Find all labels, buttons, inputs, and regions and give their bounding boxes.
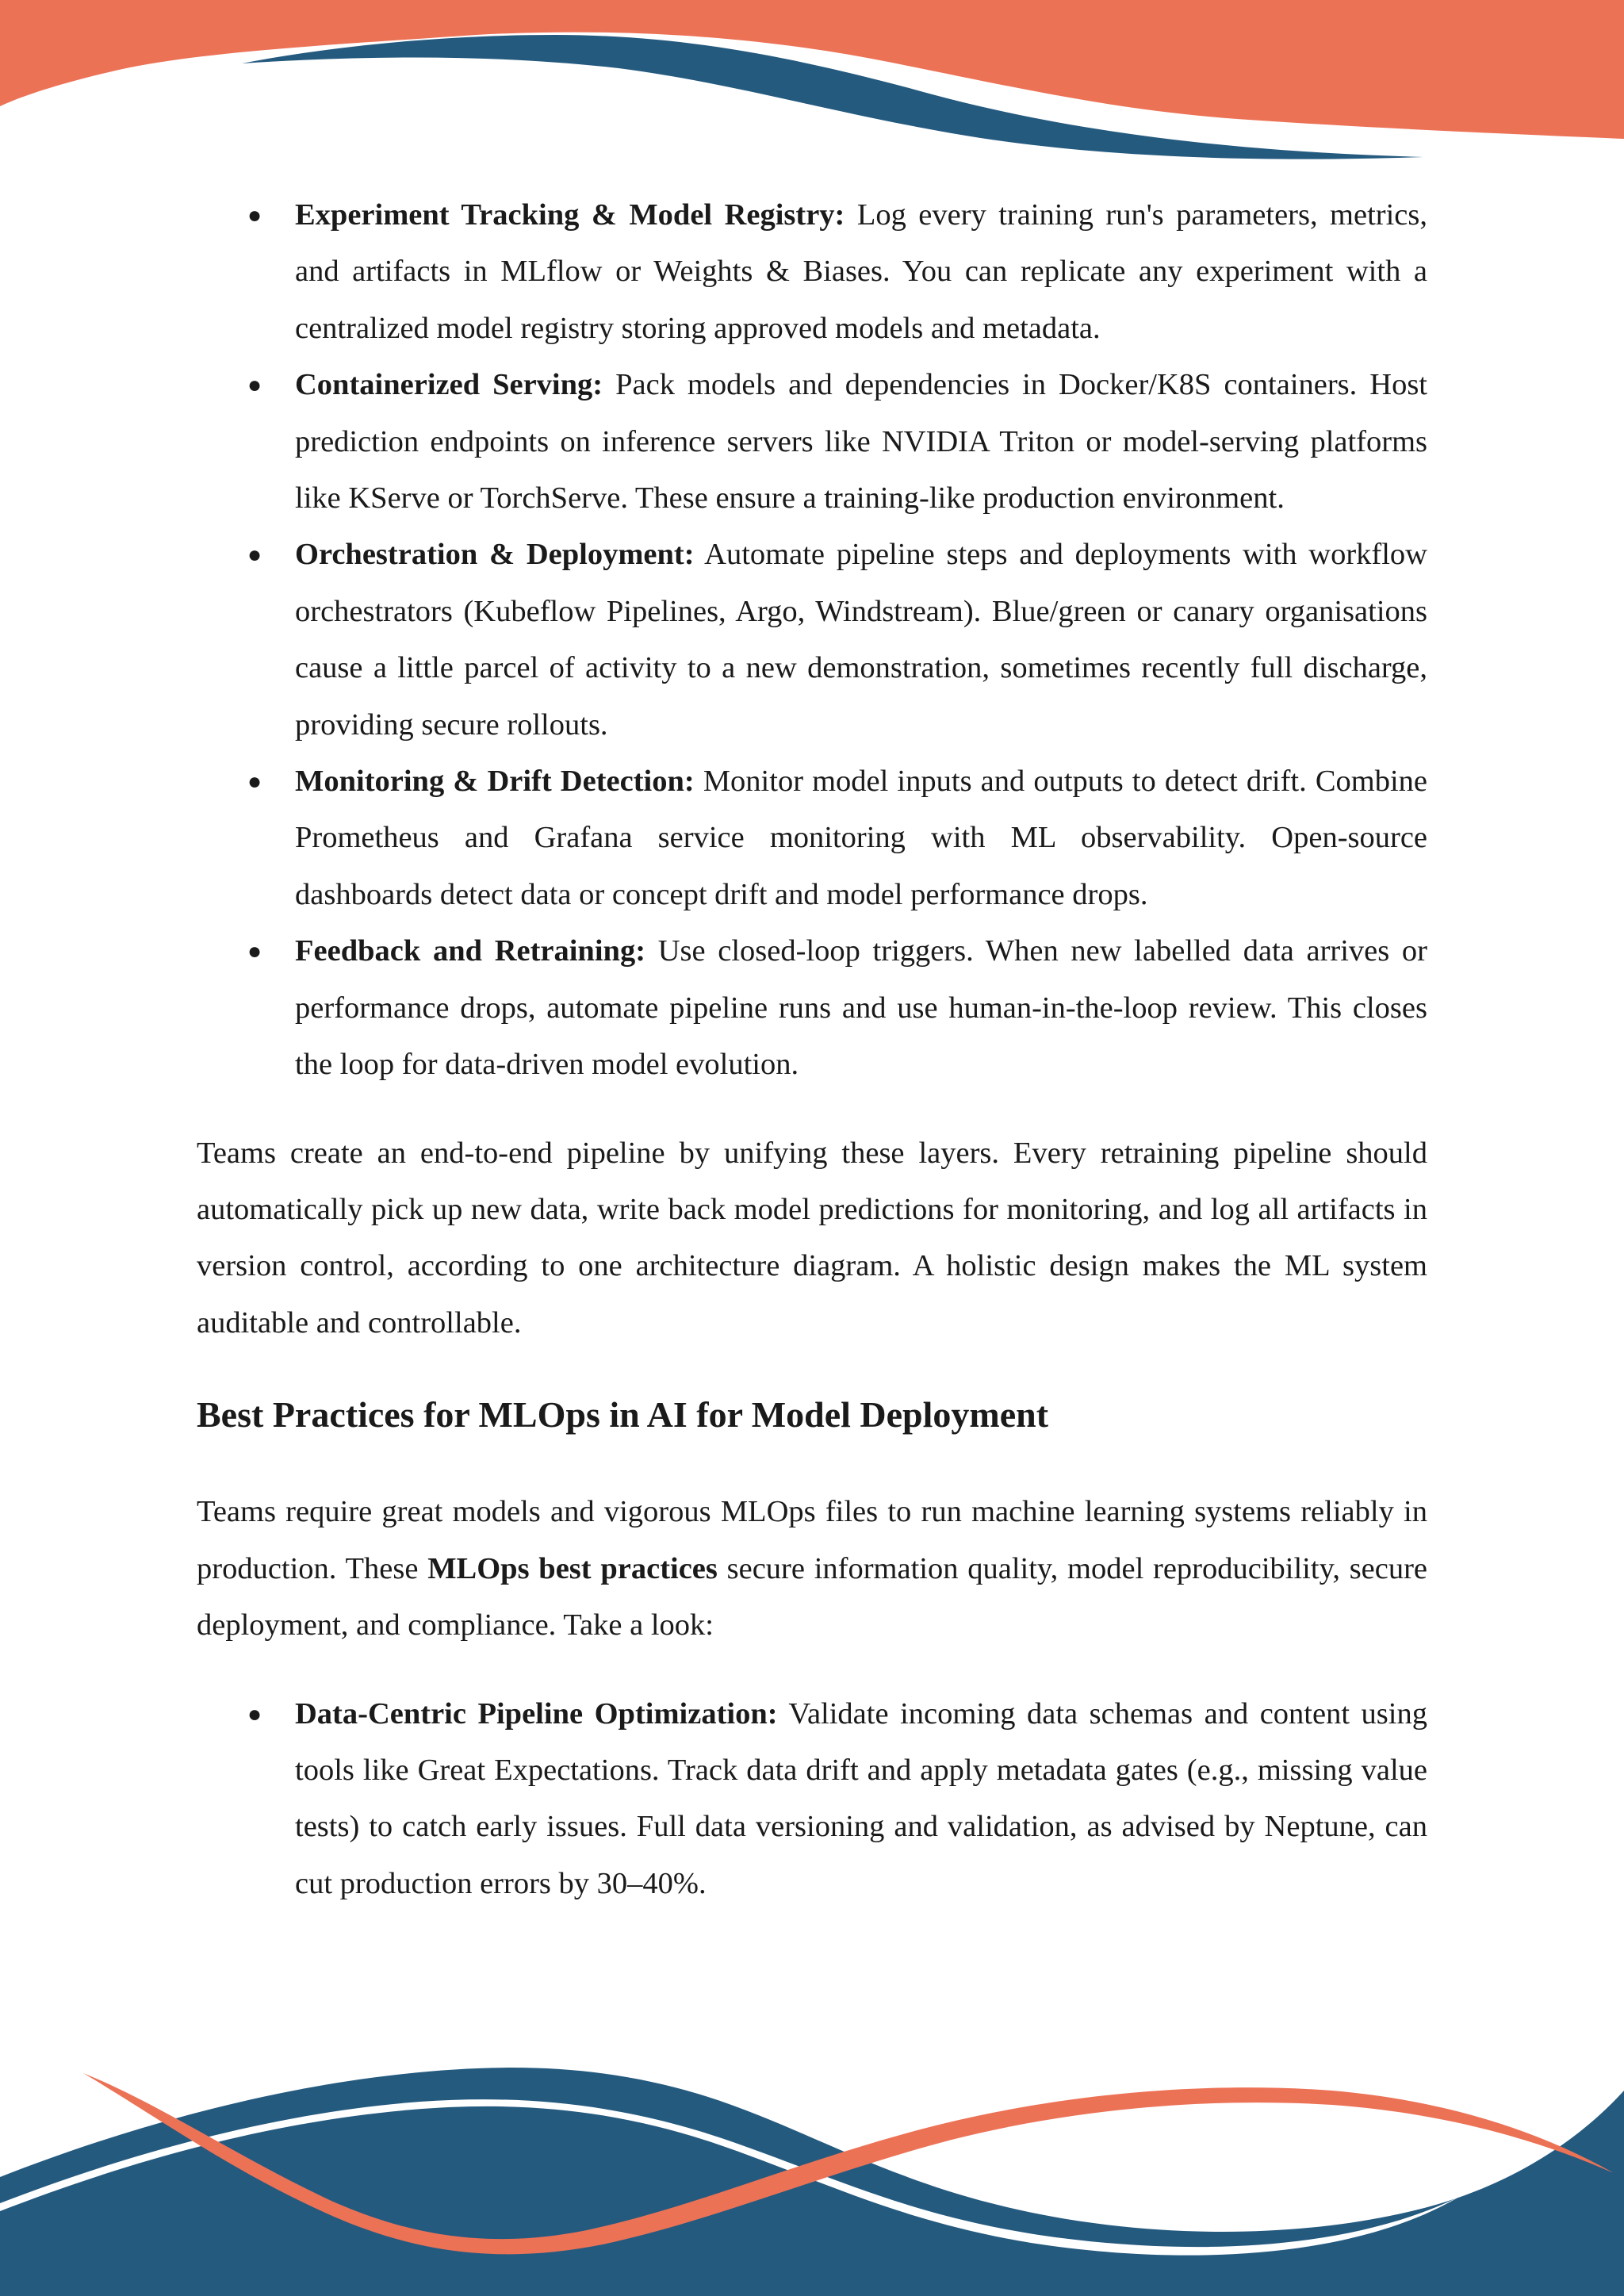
- section-heading: Best Practices for MLOps in AI for Model Deployment: [197, 1394, 1049, 1435]
- summary-paragraph: Teams create an end-to-end pipeline by unifying these layers. Every retraining pipeline should automatically pick up new data, write back model predictions for monitoring, and log all artifacts in version control, according to one architecture diagram. A holistic design makes the ML system auditable and controllable.: [197, 1136, 1427, 1340]
- list-item-text: Log every training run's parameters, metrics, and artifacts in MLflow or Weights & Biases. You can replicate any experiment with a centralized model registry storing approved models and metadata.: [295, 198, 1427, 345]
- intro-text-before: Teams require great models and vigorous MLOps files to run machine learning systems reliably in production. These: [197, 1495, 1427, 1585]
- list-item: [197, 187, 1427, 357]
- intro-paragraph: [197, 1484, 1427, 1654]
- bullet-icon: ●: [247, 542, 262, 569]
- bullet-icon: ●: [247, 938, 262, 965]
- list-item-term: Experiment Tracking & Model Registry:: [295, 198, 845, 232]
- list-item: [197, 357, 1427, 527]
- bullet-icon: ●: [247, 202, 262, 228]
- list-item: [197, 1686, 1427, 1913]
- list-item-term: Containerized Serving:: [295, 368, 603, 402]
- list-item-term: Data-Centric Pipeline Optimization:: [295, 1696, 778, 1731]
- list-item-text: Validate incoming data schemas and content using tools like Great Expectations. Track data drift and apply metadata gates (e.g., missing value tests) to catch early issues. Full data versioning and validation, as advised by Neptune, can cut production errors by 30–40%.: [295, 1696, 1427, 1900]
- list-item-text: Pack models and dependencies in Docker/K8S containers. Host prediction endpoints on inference servers like NVIDIA Triton or model-serving platforms like KServe or TorchServe. These ensure a training-like production environment.: [295, 368, 1427, 516]
- header-wave-decoration: [0, 0, 1624, 171]
- list-item-term: Monitoring & Drift Detection:: [295, 765, 695, 799]
- document-body: [197, 187, 1427, 1912]
- footer-wave-decoration: [0, 2054, 1624, 2296]
- list-item-text: Automate pipeline steps and deployments with workflow orchestrators (Kubeflow Pipelines, Argo, Windstream). Blue/green or canary organisations cause a little parcel of activity to a new demonstration, sometimes recently full discharge, providing secure rollouts.: [295, 538, 1427, 742]
- intro-bold-phrase: MLOps best practices: [427, 1551, 718, 1585]
- list-item: [197, 923, 1427, 1093]
- list-item-text: Monitor model inputs and outputs to detect drift. Combine Prometheus and Grafana service monitoring with ML observability. Open-source dashboards detect data or concept drift and model performance drops.: [295, 765, 1428, 911]
- list-item-term: Feedback and Retraining:: [295, 934, 646, 968]
- component-list: [197, 187, 1427, 1094]
- list-item-term: Orchestration & Deployment:: [295, 538, 695, 572]
- list-item-text: Use closed-loop triggers. When new labelled data arrives or performance drops, automate pipeline runs and use human-in-the-loop review. This closes the loop for data-driven model evolution.: [295, 934, 1427, 1082]
- best-practices-list: [197, 1686, 1427, 1913]
- list-item: [197, 753, 1427, 923]
- bullet-icon: ●: [247, 1700, 262, 1727]
- list-item: [197, 527, 1427, 753]
- bullet-icon: ●: [247, 372, 262, 399]
- intro-text-after: secure information quality, model reproducibility, secure deployment, and compliance. Take a look:: [197, 1551, 1428, 1642]
- bullet-icon: ●: [247, 769, 262, 795]
